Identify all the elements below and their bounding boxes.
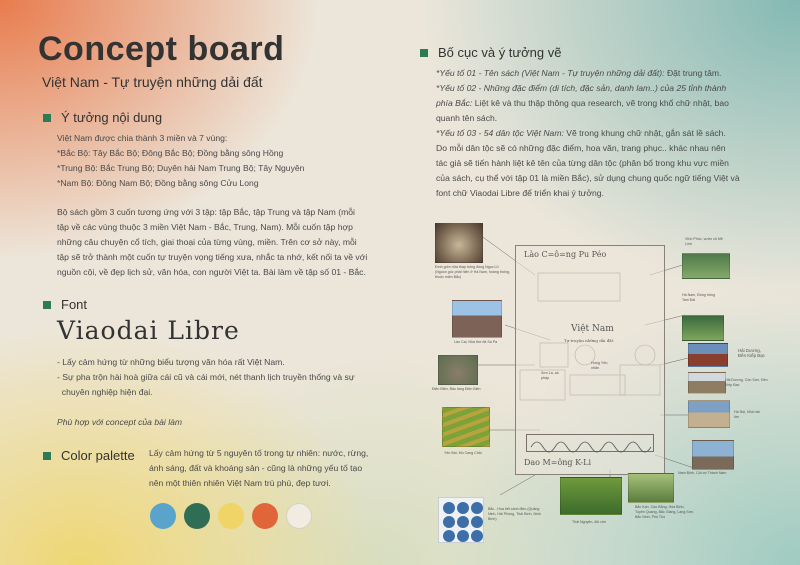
kite-pattern-icon: [439, 498, 485, 544]
layout-description: [436, 66, 791, 201]
font-heading: [43, 297, 87, 312]
layout-heading: [420, 45, 561, 60]
section-bullet-icon: [420, 49, 428, 57]
layout-line-text: Đặt trung tâm.: [664, 68, 722, 78]
photo-caption: Yên Bái, Mù Cang Chải: [444, 451, 482, 455]
layout-line-text: quanh tên sách.: [436, 113, 498, 123]
photo-caption: Lào Cai, Nhà thờ đá Sa Pa: [454, 340, 498, 344]
opera-photo: [688, 400, 730, 428]
font-line: chuyên nghiệp hiện đại.: [57, 387, 153, 397]
photo-caption: Vĩnh Phúc, vườn cỏ Mê Linh: [685, 237, 723, 246]
temple-photo: [688, 343, 728, 367]
wave-pattern-icon: [527, 435, 655, 453]
paragraph-line: tập sẽ trở thành một cuốn tự truyện vọng tiếng xưa, nhắc ta nhớ, kết nối ta về với: [57, 252, 368, 262]
content-idea-heading: [43, 110, 162, 125]
layout-line-lead: *Yếu tố 02 - Những đặc điểm (di tích, đặc sản, danh lam..) của 25 tỉnh thành: [436, 83, 727, 93]
book-cover-sketch: [515, 245, 665, 475]
layout-line-text: font chữ Viaodai Libre để triển khai ý tưởng.: [436, 188, 604, 198]
content-line: Việt Nam được chia thành 3 miền và 7 vùng:: [57, 133, 228, 143]
photo-caption: Điện Biên, Bảo tàng Điện Biên: [432, 387, 481, 391]
tamcoc-photo: [682, 315, 724, 341]
photo-caption: Hà Nam, Đồng trống Tam Đài: [682, 293, 715, 302]
swatch-forest: [184, 503, 210, 529]
photo-caption: Hà Nội, Nhà hát lớn: [734, 410, 760, 419]
center-caption: Sơn La, cá pháp: [541, 371, 559, 380]
layout-line-text: của sách, cụ thể với tập 01 là miền Bắc), sử dụng chung quốc ngữ tiếng Việt và: [436, 173, 740, 183]
bottom-band-text: Dao M=ông K-Li: [524, 458, 592, 467]
museum-photo: [438, 355, 478, 385]
photo-caption: Thái Nguyên, đồi chè: [572, 520, 606, 524]
layout-line: [436, 126, 791, 141]
content-idea-list: [57, 131, 397, 191]
layout-title: Bố cục và ý tưởng vẽ: [438, 45, 562, 60]
section-bullet-icon: [43, 301, 51, 309]
board-title: Việt Nam: [571, 324, 614, 334]
terrace-photo: [442, 407, 490, 447]
layout-line: [436, 156, 791, 171]
layout-line-text: tác giả sẽ tiến hành liệt kê tên của từng dân tộc (phân bố trong khu vực miền: [436, 158, 729, 168]
meadow-photo: [682, 253, 730, 279]
swatch-water: [150, 503, 176, 529]
layout-line: [436, 81, 791, 96]
layout-line-text: Vẽ trong khung chữ nhật, gắn sát lề sách.: [563, 128, 726, 138]
layout-line-lead: *Yếu tố 01 - Tên sách (Việt Nam - Tự truyện những dải đất):: [436, 68, 665, 78]
paragraph-line: tập về các vùng thuộc 3 miền Việt Nam - Bắc, Trung, Nam). Mỗi cuốn tập hợp: [57, 222, 353, 232]
church-photo: [452, 300, 502, 338]
field-photo: [628, 473, 674, 503]
photo-caption: Bắc Kạn, Cao Bằng, Hòa Bình, Tuyên Quang, Bắc Giang, Lạng Sơn, Bắc Ninh, Phú Thọ: [635, 505, 695, 519]
palette-line: ánh sáng, đất và khoáng sản - cũng là những yếu tố tạo: [149, 463, 363, 473]
photo-caption: Nam Định, Cột cờ Thành Nam: [678, 471, 727, 475]
palette-title: Color palette: [61, 448, 135, 463]
section-bullet-icon: [43, 452, 51, 460]
photo-caption: Hải Dương, Đền Kiếp Bạc: [738, 348, 765, 358]
swatch-mineral: [286, 503, 312, 529]
layout-line: [436, 96, 791, 111]
font-sample: Viaodai Libre: [57, 316, 240, 345]
section-bullet-icon: [43, 114, 51, 122]
font-line: - Sự pha trộn hài hoà giữa cái cũ và cái mới, nét thanh lịch truyền thống và sự: [57, 372, 355, 382]
font-note: Phù hợp với concept của bài làm: [57, 417, 183, 427]
kiepbac-photo: [688, 372, 726, 394]
layout-line: [436, 141, 791, 156]
photo-caption: Bắc - Hoa tiết cánh điều (Quảng Ninh, Hải Phòng, Thái Bình, Ninh Bình): [488, 507, 541, 521]
content-line: *Nam Bộ: Đông Nam Bộ; Đồng bằng sông Cửu Long: [57, 178, 259, 188]
swatch-earth: [252, 503, 278, 529]
layout-line-lead: *Yếu tố 03 - 54 dân tộc Việt Nam:: [436, 128, 564, 138]
content-idea-paragraph: [57, 205, 402, 280]
content-line: *Trung Bộ: Bắc Trung Bộ; Duyên hải Nam Trung Bộ; Tây Nguyên: [57, 163, 305, 173]
layout-line: [436, 66, 791, 81]
board-subtitle: Tự truyện những dải đất: [564, 338, 614, 343]
content-idea-title: Ý tưởng nội dung: [61, 110, 163, 125]
page-title: Concept board: [38, 30, 285, 68]
palette-heading: [43, 448, 135, 463]
palette-description: [149, 446, 399, 491]
tea-hill-photo: [560, 477, 622, 515]
swatch-light: [218, 503, 244, 529]
font-line: - Lấy cảm hứng từ những biểu tượng văn hóa rất Việt Nam.: [57, 357, 285, 367]
page-subtitle: Việt Nam - Tự truyện những dải đất: [42, 74, 263, 90]
layout-line: [436, 111, 791, 126]
drum-photo: [435, 223, 483, 263]
layout-line: [436, 171, 791, 186]
flagtower-photo: [692, 440, 734, 470]
layout-line-text: Do mỗi dân tộc sẽ có những đặc điểm, hoa văn, trang phục.. khác nhau nên: [436, 143, 726, 153]
photo-caption: Hải Dương, Côn Sơn, Đền Kiếp Bạc: [725, 378, 768, 387]
pattern-band: [526, 434, 654, 452]
center-caption: Hưng Yên, nhãn: [591, 361, 609, 370]
font-title: Font: [61, 297, 88, 312]
kite-pattern-photo: [438, 497, 484, 543]
content-line: *Bắc Bộ: Tây Bắc Bộ; Đông Bắc Bộ; Đồng bằng sông Hồng: [57, 148, 284, 158]
top-band-text: Lào C=ô=ng Pu Péo: [524, 250, 607, 259]
font-description: [57, 355, 402, 400]
layout-line-lead: phía Bắc:: [436, 98, 473, 108]
palette-line: Lấy cảm hứng từ 5 nguyên tố trong tự nhiên: nước, rừng,: [149, 448, 369, 458]
paragraph-line: nguồn cội, về đẹp lịch sử, văn hóa, con người Việt ta. Bài làm về tập số 01 - Bắc.: [57, 267, 366, 277]
paragraph-line: những câu chuyện cổ tích, giai thoại của từng vùng, miền. Trên cơ sở này, mỗi: [57, 237, 357, 247]
layout-line: [436, 186, 791, 201]
layout-diagram: [420, 215, 780, 550]
layout-line-text: Liệt kê và thu thập thông qua research, vẽ trong khổ chữ nhật, bao: [472, 98, 729, 108]
palette-line: nên một thiên nhiên Việt Nam trù phú, đẹp tươi.: [149, 478, 331, 488]
paragraph-line: Bộ sách gồm 3 cuốn tương ứng với 3 tập: tập Bắc, tập Trung và tập Nam (mỗi: [57, 207, 355, 217]
photo-caption: Đình gốm nửa thạp trống đồng Ngọc Lũ (Nguồn gốc phát hiện ở Hà Nam, hoàng thống, thuộc miền Bắc): [435, 265, 510, 279]
